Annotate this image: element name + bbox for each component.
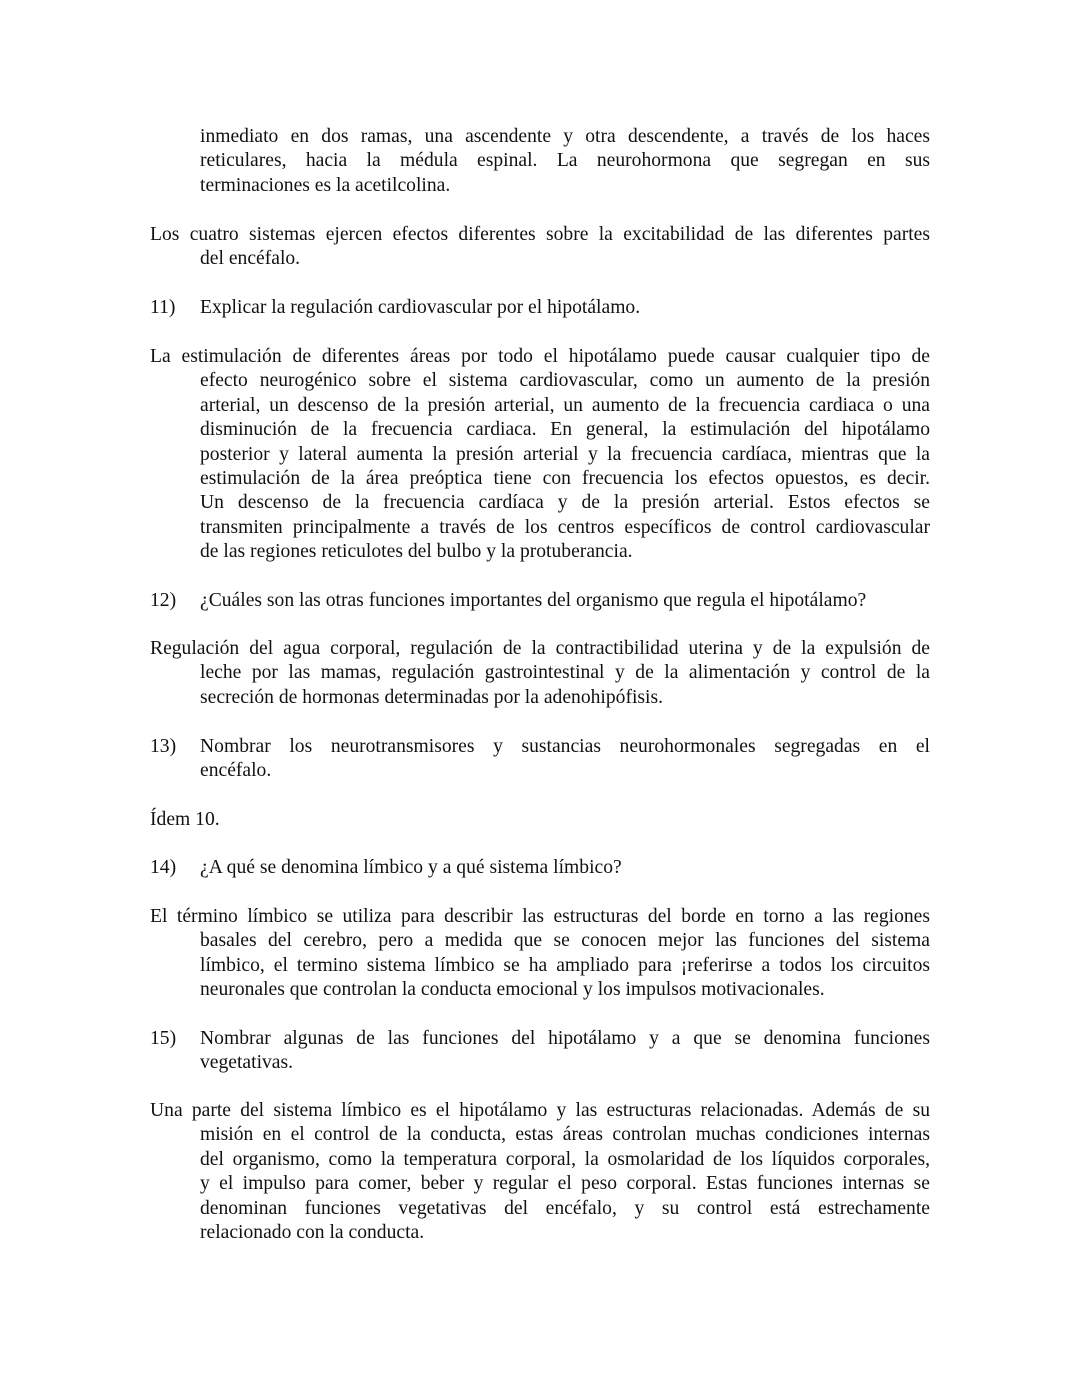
- text-line: misión en el control de la conducta, estas áreas controlan muchas condiciones internas: [200, 1124, 930, 1146]
- paragraph-cuatro-sistemas: [150, 223, 930, 272]
- question-15: [150, 1027, 930, 1076]
- answer-12: [150, 637, 930, 710]
- question-number: 13): [150, 736, 177, 757]
- text-line: disminución de la frecuencia cardiaca. En general, la estimulación del hipotálamo: [200, 419, 930, 441]
- answer-15: [150, 1099, 930, 1245]
- question-number: 12): [150, 590, 177, 611]
- text-line: basales del cerebro, pero a medida que se conocen mejor las funciones del sistema: [200, 930, 930, 952]
- text-line: Ídem 10.: [150, 809, 220, 830]
- answer-14: [150, 905, 930, 1003]
- text-line: y el impulso para comer, beber y regular el peso corporal. Estas funciones internas se: [200, 1173, 930, 1195]
- text-line: relacionado con la conducta.: [200, 1221, 425, 1243]
- text-line: La estimulación de diferentes áreas por todo el hipotálamo puede causar cualquier tipo de: [150, 346, 930, 367]
- text-line: Regulación del agua corporal, regulación de la contractibilidad uterina y de la expulsión de: [150, 638, 930, 659]
- text-line: estimulación de la área preóptica tiene con frecuencia los efectos opuestos, es decir.: [200, 467, 930, 489]
- text-line: secreción de hormonas determinadas por la adenohipófisis.: [200, 686, 664, 708]
- text-line: efecto neurogénico sobre el sistema cardiovascular, como un aumento de la presión: [200, 370, 930, 392]
- continuation-paragraph: [150, 125, 930, 198]
- question-text: encéfalo.: [200, 760, 272, 782]
- text-line: límbico, el termino sistema límbico se ha ampliado para ¡referirse a todos los circuitos: [200, 954, 930, 976]
- question-text: Nombrar los neurotransmisores y sustancias neurohormonales segregadas en el: [200, 736, 930, 757]
- text-line: neuronales que controlan la conducta emocional y los impulsos motivacionales.: [200, 979, 825, 1001]
- question-11: [150, 296, 930, 320]
- text-line: del encéfalo.: [200, 248, 301, 270]
- text-line: leche por las mamas, regulación gastrointestinal y de la alimentación y control de la: [200, 662, 930, 684]
- text-line: inmediato en dos ramas, una ascendente y otra descendente, a través de los haces: [200, 126, 930, 147]
- text-line: de las regiones reticulotes del bulbo y la protuberancia.: [200, 541, 633, 563]
- text-line: posterior y lateral aumenta la presión arterial y la frecuencia cardíaca, mientras que la: [200, 443, 930, 465]
- question-number: 14): [150, 857, 177, 878]
- text-line: denominan funciones vegetativas del encéfalo, y su control está estrechamente: [200, 1197, 930, 1219]
- question-14: [150, 856, 930, 880]
- text-line: El término límbico se utiliza para describir las estructuras del borde en torno a las regiones: [150, 906, 930, 927]
- question-number: 11): [150, 297, 176, 318]
- text-line: Los cuatro sistemas ejercen efectos diferentes sobre la excitabilidad de las diferentes partes: [150, 224, 930, 245]
- question-text: Nombrar algunas de las funciones del hipotálamo y a que se denomina funciones: [200, 1028, 930, 1049]
- question-13: [150, 735, 930, 784]
- text-line: del organismo, como la temperatura corporal, la osmolaridad de los líquidos corporales,: [200, 1148, 930, 1170]
- question-text: Explicar la regulación cardiovascular por el hipotálamo.: [200, 297, 641, 318]
- text-line: terminaciones es la acetilcolina.: [200, 174, 451, 196]
- text-line: Una parte del sistema límbico es el hipotálamo y las estructuras relacionadas. Además de su: [150, 1100, 930, 1121]
- answer-11: [150, 345, 930, 565]
- text-line: Un descenso de la frecuencia cardíaca y de la presión arterial. Estos efectos se: [200, 492, 930, 514]
- text-line: reticulares, hacia la médula espinal. La neurohormona que segregan en sus: [200, 150, 930, 172]
- text-line: arterial, un descenso de la presión arterial, un aumento de la frecuencia cardiaca o una: [200, 394, 930, 416]
- question-text: ¿Cuáles son las otras funciones importantes del organismo que regula el hipotálamo?: [200, 590, 867, 611]
- question-12: [150, 589, 930, 613]
- text-line: transmiten principalmente a través de los centros específicos de control cardiovascular: [200, 516, 930, 538]
- question-number: 15): [150, 1028, 177, 1049]
- answer-13: [150, 808, 930, 832]
- question-text: vegetativas.: [200, 1052, 294, 1074]
- question-text: ¿A qué se denomina límbico y a qué sistema límbico?: [200, 857, 622, 878]
